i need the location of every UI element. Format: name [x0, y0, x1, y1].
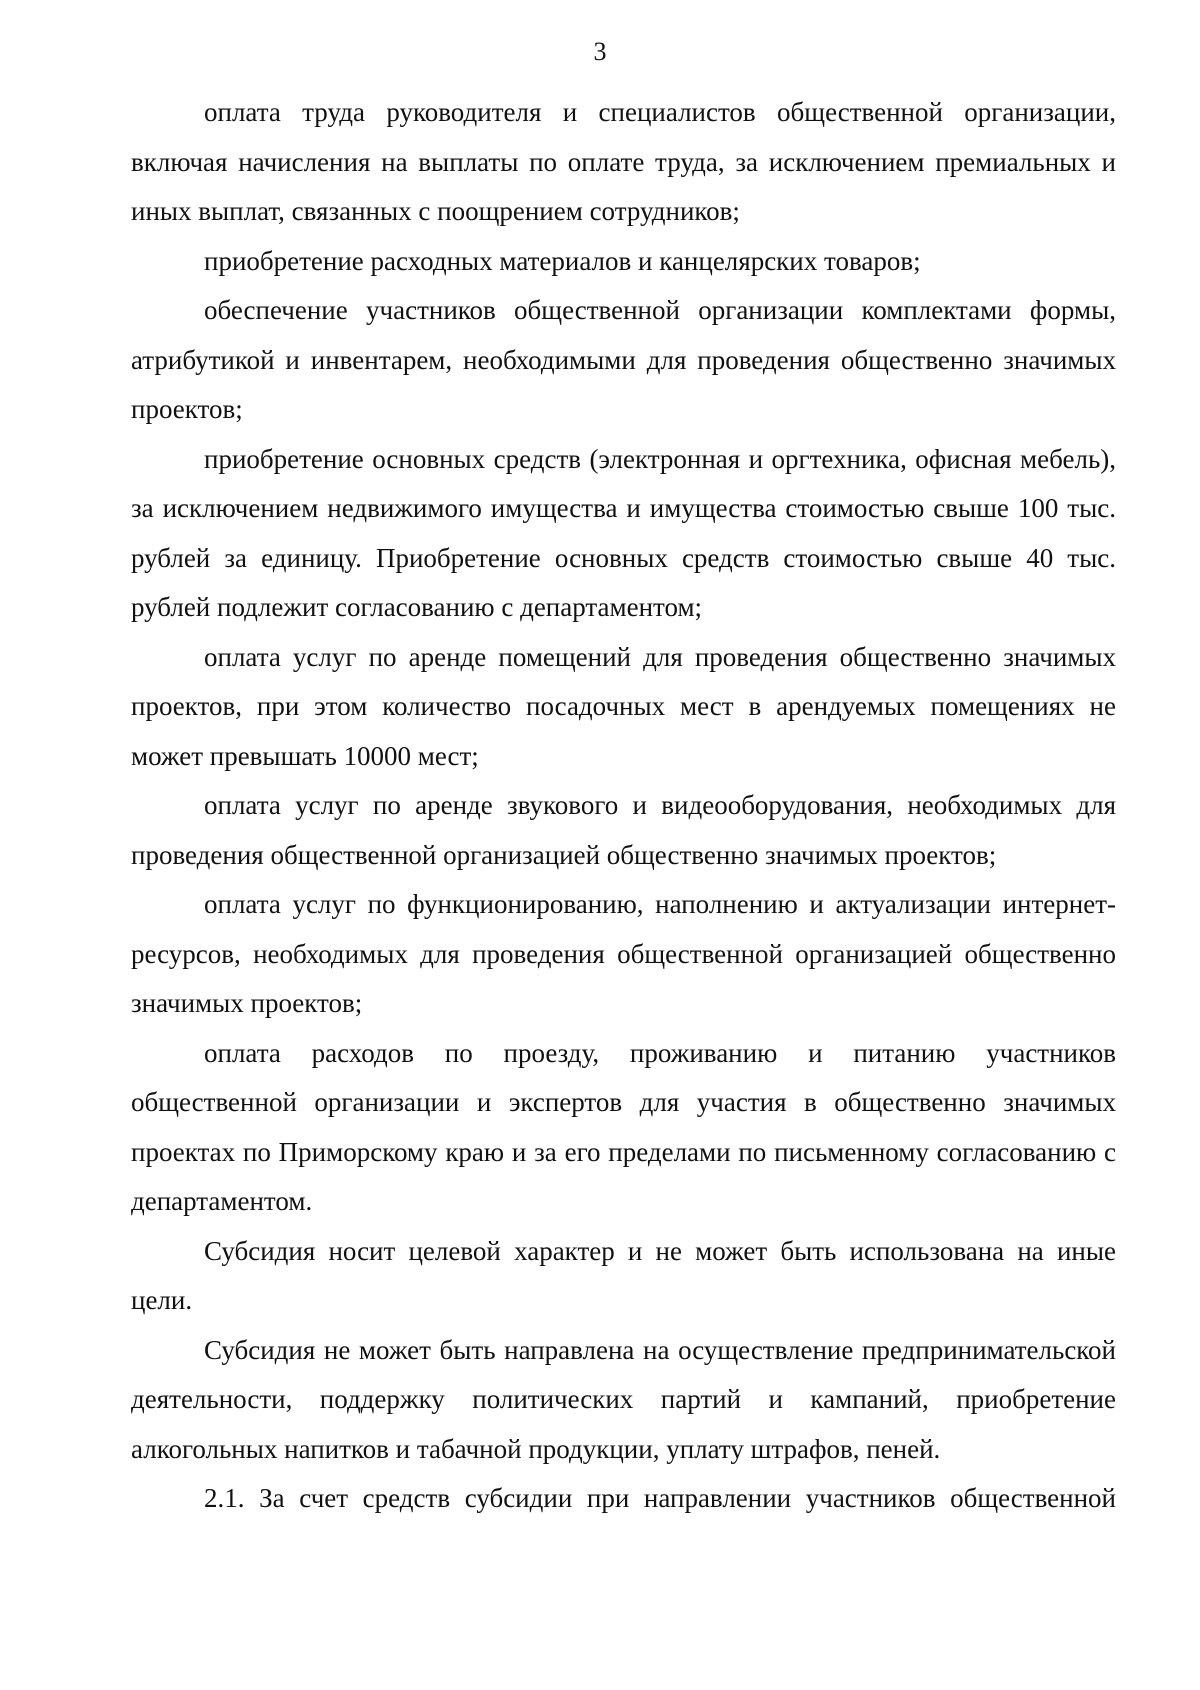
paragraph-uniform-equipment: обеспечение участников общественной организации комплектами формы, атрибутикой и инвентарем, необходимыми для проведения общественно значимых проектов;: [131, 295, 1116, 424]
paragraph-premises-rent: оплата услуг по аренде помещений для проведения общественно значимых проектов, при этом количество посадочных мест в арендуемых помещениях не может превышать 10000 мест;: [131, 641, 1116, 771]
page-number: 3: [593, 37, 607, 66]
paragraph-travel-expenses: оплата расходов по проезду, проживанию и питанию участников общественной организации и экспертов для участия в общественно значимых проектах по Приморскому краю и за его пределами по письменному согласованию с департаментом.: [131, 1037, 1116, 1216]
paragraph-internet-resources: оплата услуг по функционированию, наполнению и актуализации интернет-ресурсов, необходимых для проведения общественной организацией общественно значимых проектов;: [131, 889, 1116, 1018]
paragraph-fixed-assets: приобретение основных средств (электронная и оргтехника, офисная мебель), за исключением недвижимого имущества и имущества стоимостью свыше 100 тыс. рублей за единицу. Приобретение основных средств стоимостью свыше 40 тыс. рублей подлежит согласованию с департаментом;: [131, 443, 1116, 622]
paragraph-subsidy-restrictions: Субсидия не может быть направлена на осуществление предпринимательской деятельности, поддержку политических партий и кампаний, приобретение алкогольных напитков и табачной продукции, уплату штрафов, пеней.: [131, 1334, 1116, 1464]
paragraph-labor-payment: оплата труда руководителя и специалистов общественной организации, включая начисления на выплаты по оплате труда, за исключением премиальных и иных выплат, связанных с поощрением сотрудников;: [131, 97, 1116, 226]
paragraph-subsidy-purpose: Субсидия носит целевой характер и не может быть использована на иные цели.: [131, 1235, 1116, 1315]
document-body: [131, 88, 1116, 1524]
paragraph-consumables: приобретение расходных материалов и канцелярских товаров;: [204, 245, 921, 276]
paragraph-section-2-1: 2.1. За счет средств субсидии при направлении участников общественной: [204, 1483, 1116, 1513]
paragraph-av-rent: оплата услуг по аренде звукового и видеооборудования, необходимых для проведения общественной организацией общественно значимых проектов;: [131, 790, 1116, 870]
